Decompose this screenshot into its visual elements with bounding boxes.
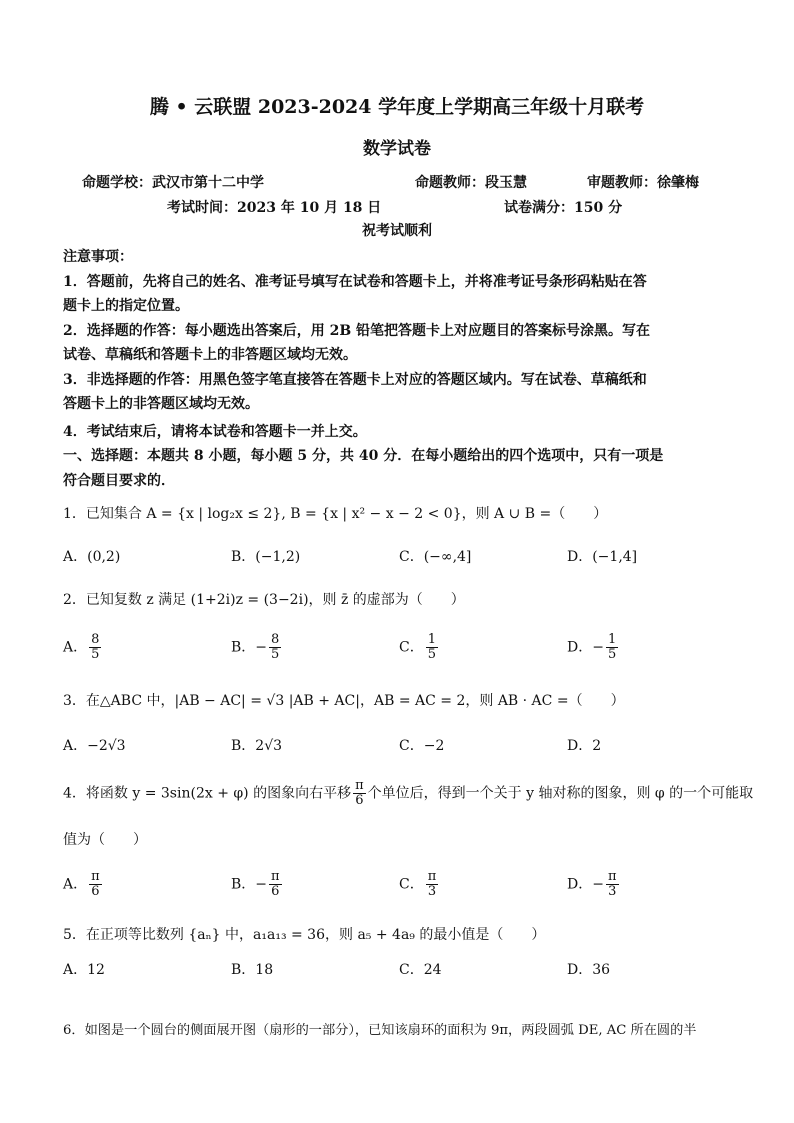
q2-c-fraction (426, 633, 438, 662)
q2-option-c (399, 633, 440, 662)
q2-d-den: 5 (607, 647, 617, 662)
q3-option-d: D．2 (567, 738, 602, 754)
q4-text-b: 个单位后，得到一个关于 y 轴对称的图象，则 φ 的一个可能取 (367, 785, 754, 802)
q2-option-a (63, 633, 103, 662)
q2-option-d (567, 633, 620, 662)
exam-title: 腾 • 云联盟 2023-2024 学年度上学期高三年级十月联考 (149, 96, 645, 118)
question-4-cont: 值为（ ） (63, 832, 147, 848)
q4-text-a: 4．将函数 y = 3sin(2x + φ) 的图象向右平移 (63, 785, 352, 802)
q2-a-den: 5 (91, 647, 100, 662)
q2-option-b (231, 633, 283, 662)
q2-a-label: A． (63, 639, 88, 656)
q4-shift-den: 6 (355, 793, 364, 808)
notice-heading: 注意事项： (63, 249, 133, 265)
q5-option-d: D．36 (567, 962, 611, 978)
q2-c-label: C． (399, 639, 424, 656)
q4-b-label: B． (231, 876, 256, 893)
notice-item-2b: 试卷、草稿纸和答题卡上的非答题区域均无效。 (63, 347, 357, 363)
q5-option-c: C．24 (399, 962, 442, 978)
q4-option-b (231, 870, 284, 899)
q2-b-fraction (269, 633, 281, 662)
q4-d-fraction (606, 870, 619, 899)
q2-b-label: B． (231, 639, 256, 656)
notice-item-1a: 1．答题前，先将自己的姓名、准考证号填写在试卷和答题卡上，并将准考证号条形码粘贴在答 (63, 274, 647, 290)
question-5: 5．在正项等比数列 {aₙ} 中，a₁a₁₃ = 36，则 a₅ + 4a₉ 的最小值是（ ） (63, 927, 546, 943)
q3-option-b: B．2√3 (231, 738, 283, 754)
q4-shift-num: π (355, 778, 364, 793)
q4-d-den: 3 (608, 884, 617, 899)
question-4 (63, 779, 753, 808)
q4-option-c (399, 870, 440, 899)
q4-d-label: D． (567, 876, 593, 893)
q5-option-a: A．12 (63, 962, 105, 978)
q2-c-num: 1 (427, 632, 436, 647)
q4-d-sign: − (592, 876, 604, 893)
reviewer-info: 审题教师：徐肇梅 (587, 175, 699, 191)
q4-b-den: 6 (271, 884, 280, 899)
q3-option-a: A．−2√3 (63, 738, 126, 754)
q4-d-num: π (607, 869, 617, 884)
exam-time: 考试时间：2023 年 10 月 18 日 (167, 200, 382, 216)
q4-option-a (63, 870, 104, 899)
q3-option-c: C．−2 (399, 738, 445, 754)
q1-option-b: B．(−1,2) (231, 549, 301, 565)
q2-a-num: 8 (91, 632, 100, 647)
question-2: 2．已知复数 z 满足 (1+2i)z = (3−2i)，则 z̄ 的虚部为（ ） (63, 592, 465, 608)
q2-d-fraction (606, 633, 618, 662)
q2-d-sign: − (592, 639, 604, 656)
q4-b-num: π (271, 869, 280, 884)
q1-option-a: A．(0,2) (63, 549, 121, 565)
q4-a-num: π (91, 869, 100, 884)
q5-option-b: B．18 (231, 962, 274, 978)
notice-item-3a: 3．非选择题的作答：用黑色签字笔直接答在答题卡上对应的答题区域内。写在试卷、草稿纸和 (63, 372, 647, 388)
notice-item-1b: 题卡上的指定位置。 (63, 298, 189, 314)
section1-heading-1: 一、选择题：本题共 8 小题，每小题 5 分，共 40 分．在每小题给出的四个选项中，只有一项是 (63, 448, 664, 464)
q2-d-num: 1 (607, 632, 617, 647)
q1-option-c: C．(−∞,4] (399, 549, 472, 565)
question-3: 3．在△ABC 中，|AB − AC| = √3 |AB + AC|，AB = AC = 2，则 AB · AC =（ ） (63, 693, 625, 709)
q4-c-den: 3 (427, 884, 437, 899)
q4-a-den: 6 (91, 884, 100, 899)
q4-c-label: C． (399, 876, 424, 893)
notice-item-3b: 答题卡上的非答题区域均无效。 (63, 396, 259, 412)
full-score: 试卷满分：150 分 (504, 200, 623, 216)
section1-heading-2: 符合题目要求的． (63, 473, 175, 489)
q4-shift-fraction (353, 779, 366, 808)
q2-a-fraction (89, 633, 101, 662)
q2-b-num: 8 (271, 632, 280, 647)
q2-b-sign: − (255, 639, 268, 656)
q4-option-d (567, 870, 621, 899)
q4-c-fraction (426, 870, 439, 899)
exam-subtitle: 数学试卷 (363, 139, 431, 159)
question-6: 6．如图是一个圆台的侧面展开图（扇形的一部分），已知该扇环的面积为 9π，两段圆弧 DE, AC 所在圆的半 (63, 1023, 697, 1038)
q4-a-label: A． (63, 876, 88, 893)
q4-a-fraction (89, 870, 102, 899)
q4-c-num: π (427, 869, 437, 884)
q4-b-sign: − (255, 876, 268, 893)
wish-text: 祝考试顺利 (362, 223, 432, 239)
notice-item-4: 4．考试结束后，请将本试卷和答题卡一并上交。 (63, 424, 367, 440)
notice-item-2a: 2．选择题的作答：每小题选出答案后，用 2B 铅笔把答题卡上对应题目的答案标号涂黑。写在 (63, 323, 651, 339)
q2-d-label: D． (567, 639, 593, 656)
q4-b-fraction (269, 870, 282, 899)
question-1: 1．已知集合 A = {x | log₂x ≤ 2}, B = {x | x² − x − 2 < 0}，则 A ∪ B =（ ） (63, 506, 608, 522)
q2-c-den: 5 (427, 647, 436, 662)
q2-b-den: 5 (271, 647, 280, 662)
q1-option-d: D．(−1,4] (567, 549, 638, 565)
school-info: 命题学校：武汉市第十二中学 (82, 175, 264, 191)
teacher-info: 命题教师：段玉慧 (415, 175, 527, 191)
